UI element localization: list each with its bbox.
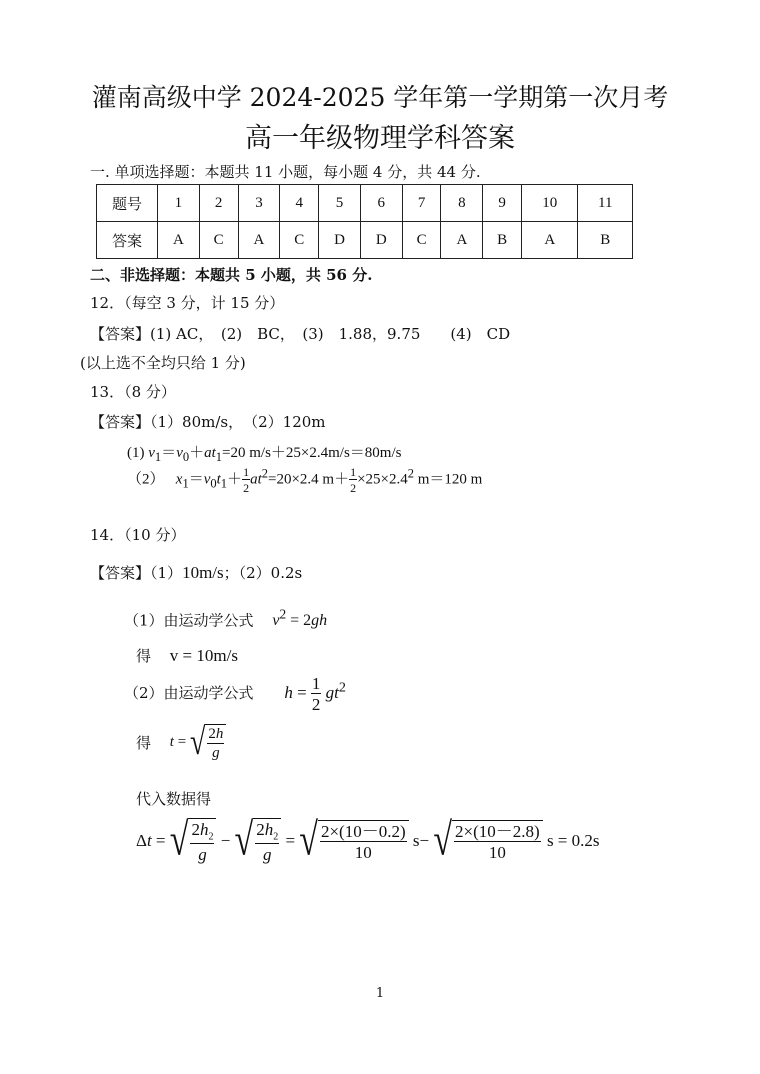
table-cell: 6 xyxy=(360,185,402,222)
table-cell: 3 xyxy=(238,185,280,222)
get-label: 得 xyxy=(136,647,152,665)
table-cell: D xyxy=(360,222,402,259)
page-title: 灌南高级中学 2024-2025 学年第一学期第一次月考 xyxy=(91,83,669,112)
table-cell: 4 xyxy=(280,185,319,222)
q14-result2: 得 t = √ $\frac{2h}{g}$ xyxy=(136,724,226,761)
q13-step1-expr: =20 m/s＋25×2.4m/s＝80m/s xyxy=(222,445,402,461)
section-1-heading: 一. 单项选择题：本题共 11 小题，每小题 4 分，共 44 分. xyxy=(90,163,481,181)
answer-tag: 【答案】 xyxy=(90,325,151,343)
step-label: （2）由运动学公式 xyxy=(124,684,254,702)
q12-answer-text: (1) AC， (2) BC， (3) 1.88，9.75 (4) CD xyxy=(150,325,511,343)
page-number: 1 xyxy=(375,986,385,1001)
q13-answer-text: （1）80m/s， （2）120m xyxy=(150,413,326,431)
q14-answer-part1: （1） xyxy=(150,564,183,582)
q14-result1 xyxy=(136,645,238,666)
q14-num2: 2×(10－2.8) xyxy=(455,822,540,842)
table-cell: 8 xyxy=(441,185,483,222)
q13-answer xyxy=(90,411,326,432)
section-2-heading: 二、非选择题：本题共 5 小题，共 56 分. xyxy=(90,266,373,284)
table-cell: 答案 xyxy=(97,222,158,259)
table-cell: B xyxy=(483,222,522,259)
table-cell: A xyxy=(441,222,483,259)
q14-final-result: s = 0.2s xyxy=(546,830,600,850)
table-cell: A xyxy=(158,222,200,259)
answer-tag: 【答案】 xyxy=(90,564,151,582)
q12-header: 12．（每空 3 分，计 15 分） xyxy=(90,294,285,312)
table-cell: C xyxy=(402,222,441,259)
table-cell: 7 xyxy=(402,185,441,222)
q13-step2-mid: =20×2.4 m＋ xyxy=(267,471,350,488)
table-cell: 10 xyxy=(522,185,578,222)
q12-answer xyxy=(90,323,510,344)
q14-den2: 10 xyxy=(454,841,541,861)
q13-header: 13．（8 分） xyxy=(90,383,176,401)
q13-step2-end: m＝120 m xyxy=(414,471,483,488)
answer-tag: 【答案】 xyxy=(90,413,151,431)
q14-substitute-label: 代入数据得 xyxy=(136,790,212,808)
table-cell: 5 xyxy=(319,185,361,222)
table-row xyxy=(97,222,633,259)
table-cell: 2 xyxy=(199,185,238,222)
q12-note: (以上选不全均只给 1 分) xyxy=(80,354,246,372)
table-cell: A xyxy=(522,222,578,259)
q14-final-equation: Δt = √ $\frac{2h_2}{g}$ − √ $\frac{2h_2}{g}$ = √ $\frac{2\times(10-0.2)}{10}$ s− √ $\frac{2\times(10-2.8)}{10}$ s = 0.2s xyxy=(136,815,600,866)
q13-step1: (1) $v_1=v_0+at_1=20$ m/s＋25×2.4m/s＝80m/s xyxy=(127,445,402,464)
q14-step1: （1）由运动学公式 $v^2 = 2gh$ xyxy=(124,607,328,630)
table-cell: 11 xyxy=(578,185,633,222)
q14-den1: 10 xyxy=(320,841,407,861)
q13-step2-tail: ×25×2.4 xyxy=(357,471,408,488)
page-subtitle: 高一年级物理学科答案 xyxy=(245,123,515,154)
table-cell: B xyxy=(578,222,633,259)
table-cell: C xyxy=(199,222,238,259)
answer-table xyxy=(96,184,633,259)
table-cell: D xyxy=(319,222,361,259)
q13-step2: （2） $x_1=v_0t_1+$ $\frac{1}{2}$ $at^2=20\times 2.4$ m＋ $\frac{1}{2}$ $\times 25\times 2.4^2$ m＝120 m xyxy=(127,465,483,495)
step-label: （2） xyxy=(127,471,165,488)
table-cell: 9 xyxy=(483,185,522,222)
table-row xyxy=(97,185,633,222)
step-label: (1) xyxy=(127,445,145,461)
get-label: 得 xyxy=(136,734,152,752)
table-cell: C xyxy=(280,222,319,259)
q14-answer-value: 10m/s xyxy=(182,563,224,582)
table-cell: 1 xyxy=(158,185,200,222)
q14-num1: 2×(10－0.2) xyxy=(320,822,406,842)
q14-step2: （2）由运动学公式 h = $\frac{1}{2}$ $gt^2$ xyxy=(124,674,346,714)
q14-answer-part2: ；（2）0.2s xyxy=(223,564,303,582)
q14-answer xyxy=(90,562,302,583)
step-label: （1）由运动学公式 xyxy=(124,611,254,630)
q14-result1-value: v = 10m/s xyxy=(169,646,238,665)
table-cell: 题号 xyxy=(97,185,158,222)
q14-header: 14．（10 分） xyxy=(90,526,186,544)
table-cell: A xyxy=(238,222,280,259)
